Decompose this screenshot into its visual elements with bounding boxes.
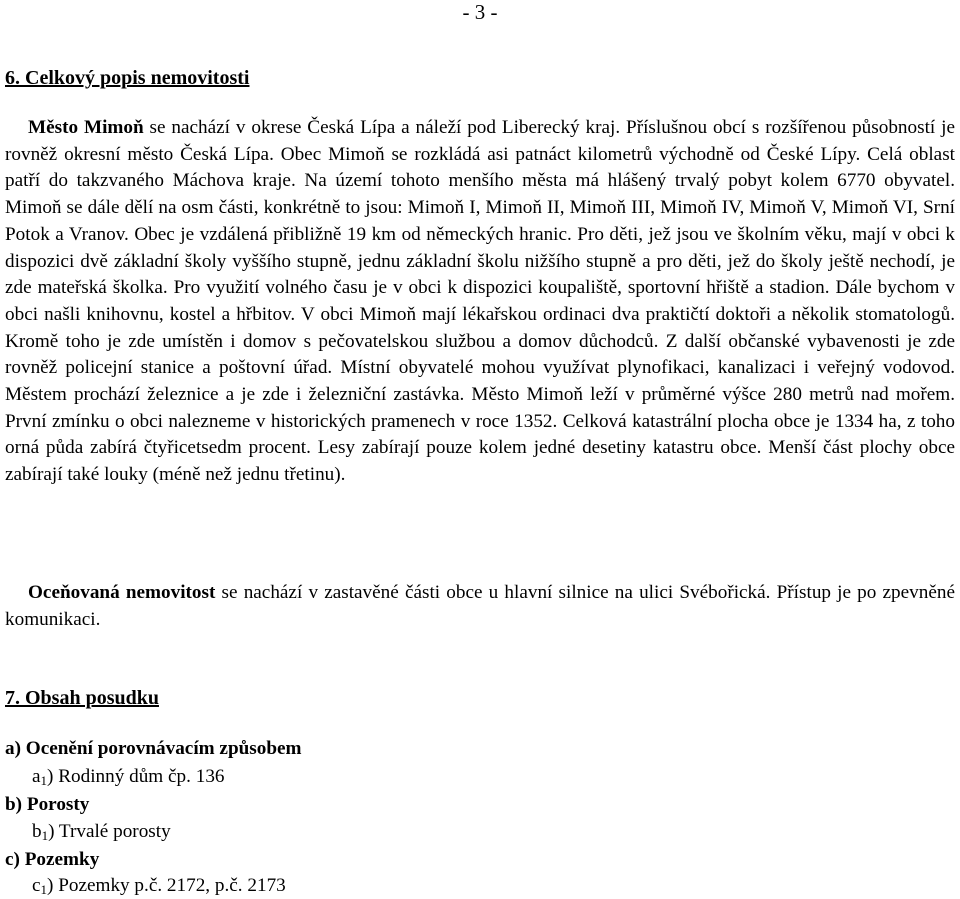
toc-subitem-text: ) Trvalé porosty bbox=[48, 821, 171, 842]
section-7-heading: 7. Obsah posudku bbox=[5, 687, 159, 709]
property-paragraph bbox=[5, 580, 955, 633]
toc-subitem-text: ) Rodinný dům čp. 136 bbox=[47, 766, 225, 787]
toc-item-label: c) Pozemky bbox=[5, 849, 100, 870]
section-6-heading: 6. Celkový popis nemovitosti bbox=[5, 67, 250, 89]
toc-subitem-a1 bbox=[5, 765, 225, 789]
description-paragraph bbox=[5, 115, 955, 489]
toc-subitem-text: ) Pozemky p.č. 2172, p.č. 2173 bbox=[47, 875, 286, 896]
toc-subitem-index: 1 bbox=[40, 882, 48, 897]
page-number: - 3 - bbox=[462, 0, 498, 24]
toc-subitem-index: 1 bbox=[41, 828, 49, 843]
toc-item-a bbox=[5, 737, 302, 761]
toc-item-b bbox=[5, 793, 89, 817]
toc-subitem-c1 bbox=[5, 874, 286, 898]
toc-item-label: a) Ocenění porovnávacím způsobem bbox=[5, 738, 302, 759]
toc-subitem-b1 bbox=[5, 820, 171, 844]
property-lead: Oceňovaná nemovitost bbox=[28, 582, 216, 603]
description-text: se nachází v okrese Česká Lípa a náleží pod Liberecký kraj. Příslušnou obcí s rozšířenou působností je rovněž okresní město Česká Lípa. Obec Mimoň se rozkládá asi patnáct kilometrů východně od České Lípy. Celá oblast patří do takzvaného Máchova kraje. Na území tohoto menšího města má hlášený trvalý pobyt kolem 6770 obyvatel. Mimoň se dále dělí na osm části, konkrétně to jsou: Mimoň I, Mimoň II, Mimoň III, Mimoň IV, Mimoň V, Mimoň VI, Srní Potok a Vranov. Obec je vzdálená přibližně 19 km od německých hranic. Pro děti, jež jsou ve školním věku, mají v obci k dispozici dvě základní školy vyššího stupně, jednu základní školu nižšího stupně a pro děti, jež do školy ještě nechodí, je zde mateřská školka. Pro využití volného času je v obci k dispozici koupaliště, sportovní hřiště a stadion. Dále bychom v obci našli knihovnu, kostel a hřbitov. V obci Mimoň mají lékařskou ordinaci dva praktičtí doktoři a několik stomatologů. Kromě toho je zde umístěn i domov s pečovatelskou službou a domov důchodců. Z další občanské vybavenosti je zde rovněž policejní stanice a poštovní úřad. Místní obyvatelé mohou využívat plynofikaci, kanalizaci i veřejný vodovod. Městem prochází železnice a je zde i železniční zastávka. Město Mimoň leží v průměrné výšce 280 metrů nad mořem. První zmínku o obci nalezneme v historických pramenech v roce 1352. Celková katastrální plocha obce je 1334 ha, z toho orná půda zabírá čtyřicetsedm procent. Lesy zabírají pouze kolem jedné desetiny katastru obce. Menší část plochy obce zabírají také louky (méně než jednu třetinu). bbox=[5, 117, 955, 486]
property-text: se nachází v zastavěné části obce u hlavní silnice na ulici Svébořická. Přístup je po zpevněné komunikaci. bbox=[5, 582, 955, 630]
toc-subitem-prefix: b bbox=[32, 821, 42, 842]
toc-item-label: b) Porosty bbox=[5, 794, 90, 815]
town-name-lead: Město Mimoň bbox=[28, 117, 144, 138]
toc-item-c bbox=[5, 848, 99, 872]
toc-subitem-index: 1 bbox=[40, 773, 48, 788]
toc-subitem-prefix: c bbox=[32, 875, 41, 896]
toc-subitem-prefix: a bbox=[32, 766, 41, 787]
